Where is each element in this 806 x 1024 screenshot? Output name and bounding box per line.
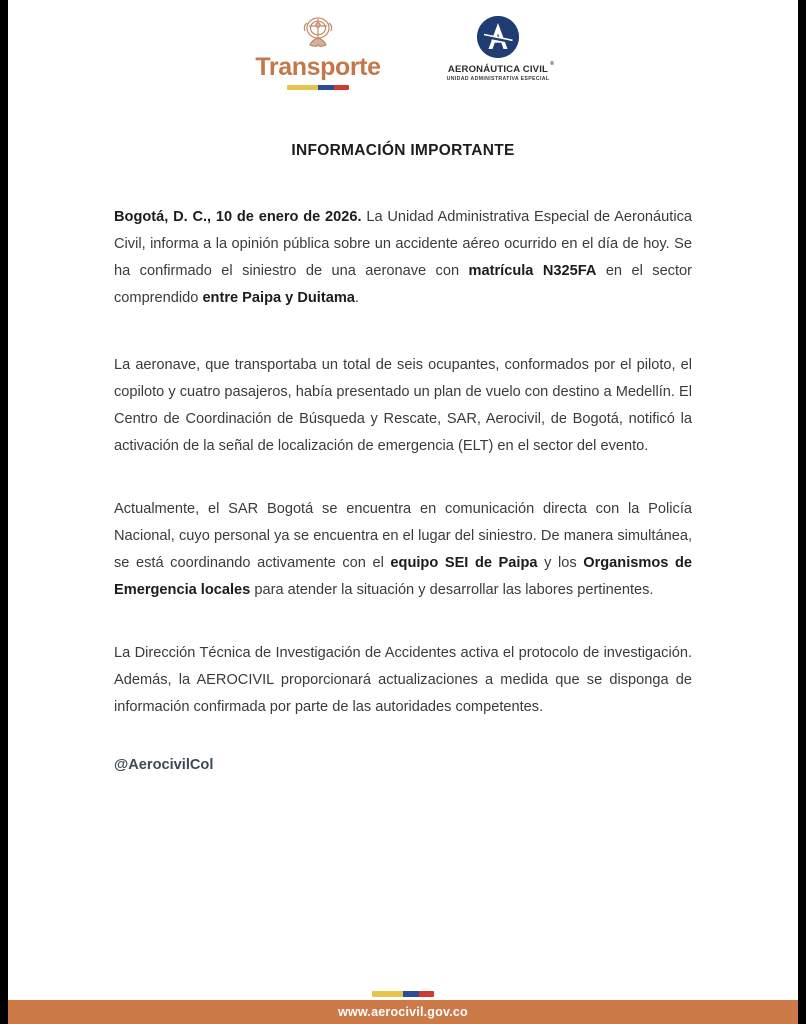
paragraph-1-text-1: La Unidad Administrativa Especial de Aeronáutica Civil, informa a la opinión pública sobre un accidente aéreo ocurrido en el día de hoy. Se ha confirmado el siniestro de una aeronave con — [114, 209, 692, 279]
colombia-flag-bar-header — [287, 85, 349, 90]
logo-ministerio-transporte — [243, 14, 393, 90]
sei-team: equipo SEI de Paipa — [390, 555, 538, 571]
paragraph-1 — [114, 204, 692, 312]
paragraph-3-text-2: y los — [537, 555, 584, 571]
accident-location: entre Paipa y Duitama — [202, 290, 355, 306]
dateline: Bogotá, D. C., 10 de enero de 2026. — [114, 209, 362, 225]
aerocivil-subtitle: UNIDAD ADMINISTRATIVA ESPECIAL — [446, 76, 550, 82]
colombia-coat-of-arms-icon — [296, 14, 340, 54]
footer-bar — [8, 1000, 798, 1024]
paragraph-3-text-3: para atender la situación y desarrollar las labores pertinentes. — [250, 582, 654, 598]
social-handle[interactable]: @AerocivilCol — [114, 757, 214, 773]
left-edge-strip — [0, 0, 8, 1024]
logo-aeronautica-civil — [433, 14, 563, 82]
paragraph-1-text-2: en el sector comprendido — [114, 263, 693, 306]
paragraph-4: La Dirección Técnica de Investigación de Accidentes activa el protocolo de investigación. Además, la AEROCIVIL proporcionará actualizaciones a medida que se disponga de información confirmada por parte de las autoridades competentes. — [114, 645, 692, 715]
paragraph-3-text-1: Actualmente, el SAR Bogotá se encuentra en comunicación directa con la Policía Nacional, cuyo personal ya se encuentra en el lugar del siniestro. De manera simultánea, se está coordinando activamente con el — [114, 501, 692, 571]
registered-mark-icon: ® — [550, 61, 555, 67]
aircraft-registration: matrícula N325FA — [468, 263, 597, 279]
right-edge-strip — [798, 0, 806, 1024]
transporte-wordmark: Transporte — [255, 53, 381, 81]
emergency-agencies: Organismos de Emergencia locales — [114, 555, 692, 598]
aerocivil-name-text: AERONÁUTICA CIVIL — [447, 64, 549, 75]
header-logos — [8, 0, 798, 90]
document-sheet — [8, 0, 798, 1024]
paragraph-1-text-3: . — [354, 290, 359, 306]
aerocivil-name — [447, 61, 555, 75]
paragraph-3 — [114, 496, 692, 604]
document-body — [8, 204, 798, 773]
paragraph-2: La aeronave, que transportaba un total de seis ocupantes, conformados por el piloto, el copiloto y cuatro pasajeros, había presentado un plan de vuelo con destino a Medellín. El Centro de Coordinación de Búsqueda y Rescate, SAR, Aerocivil, de Bogotá, notificó la activación de la señal de localización de emergencia (ELT) en el sector del evento. — [114, 357, 692, 454]
page-title: INFORMACIÓN IMPORTANTE — [291, 142, 515, 159]
footer-website-url[interactable]: www.aerocivil.gov.co — [338, 1005, 468, 1019]
aerocivil-circle-icon — [477, 16, 519, 58]
colombia-flag-bar-footer — [8, 991, 798, 997]
